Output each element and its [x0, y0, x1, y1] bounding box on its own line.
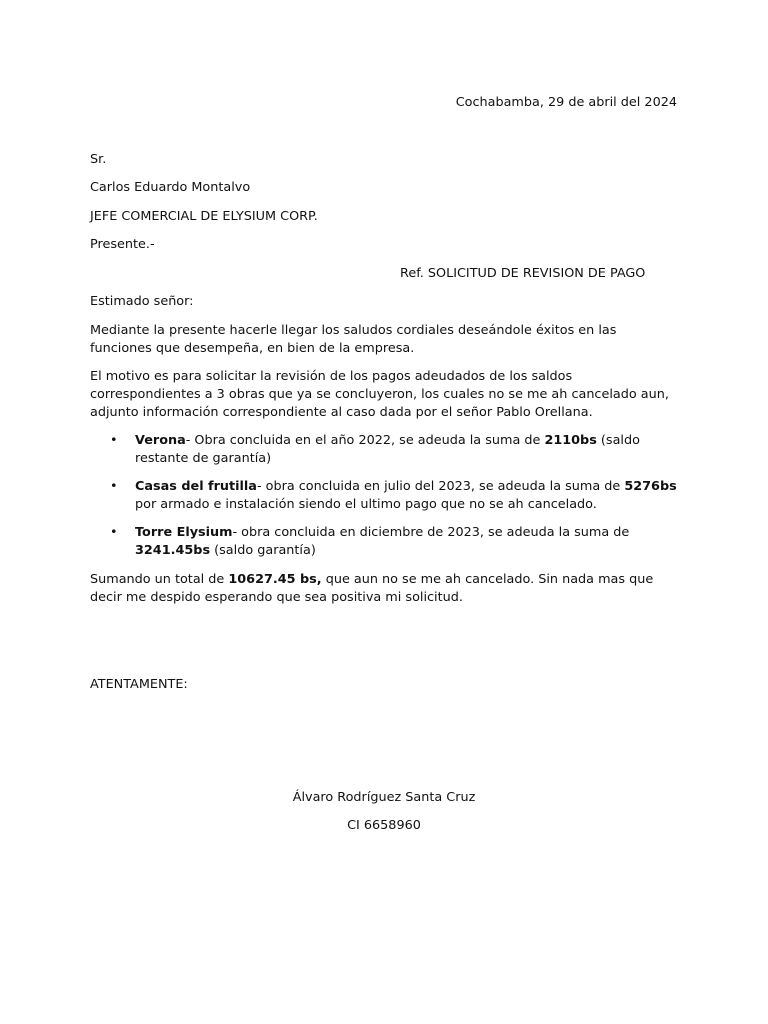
- paragraph-intro: [90, 322, 680, 358]
- presente-line: Presente.-: [90, 237, 155, 252]
- list-item: [90, 524, 680, 560]
- item-text-after: (saldo garantía): [210, 543, 316, 558]
- item-text: - Obra concluida en el año 2022, se adeuda la suma de: [185, 433, 545, 448]
- paragraph-motive: [90, 368, 680, 422]
- recipient-position: JEFE COMERCIAL DE ELYSIUM CORP.: [90, 209, 318, 224]
- item-amount: 2110bs: [544, 433, 597, 448]
- closing-total: 10627.45 bs,: [228, 572, 322, 587]
- list-item: [90, 432, 680, 468]
- bullet-icon: •: [110, 433, 118, 448]
- item-amount: 5276bs: [624, 479, 677, 494]
- item-text-after: por armado e instalación siendo el ultimo pago que no se ah cancelado.: [135, 497, 597, 512]
- salutation-title: Sr.: [90, 152, 107, 167]
- list-item: [90, 478, 680, 514]
- paragraph-motive-text: El motivo es para solicitar la revisión de los pagos adeudados de los saldos correspondientes a 3 obras que ya se concluyeron, los cuales no se me ah cancelado aun, adjunto información correspondiente al caso dada por el señor Pablo Orellana.: [90, 369, 669, 420]
- item-amount: 3241.45bs: [135, 543, 211, 558]
- closing-text-after: que aun no se me ah cancelado. Sin nada mas que decir me despido esperando que sea positiva mi solicitud.: [90, 572, 654, 605]
- paragraph-closing-text: [90, 571, 680, 607]
- item-text: - obra concluida en diciembre de 2023, se adeuda la suma de: [232, 525, 630, 540]
- item-name: Torre Elysium: [135, 525, 233, 540]
- bullet-icon: •: [110, 525, 118, 540]
- reference-line: Ref. SOLICITUD DE REVISION DE PAGO: [400, 266, 646, 281]
- recipient-name: Carlos Eduardo Montalvo: [90, 180, 251, 195]
- paragraph-closing: [90, 571, 680, 607]
- paragraph-intro-text: Mediante la presente hacerle llegar los saludos cordiales deseándole éxitos en las funciones que desempeña, en bien de la empresa.: [90, 323, 617, 356]
- item-text-after: (saldo restante de garantía): [135, 433, 640, 466]
- item-name: Verona: [135, 433, 186, 448]
- sender-name: Álvaro Rodríguez Santa Cruz: [292, 790, 476, 805]
- item-name: Casas del frutilla: [135, 479, 257, 494]
- bullet-icon: •: [110, 479, 118, 494]
- debt-list: [90, 432, 680, 570]
- letter-date: Cochabamba, 29 de abril del 2024: [455, 95, 677, 110]
- greeting: Estimado señor:: [90, 294, 194, 309]
- sign-off: ATENTAMENTE:: [90, 677, 188, 692]
- sender-id: CI 6658960: [347, 818, 421, 833]
- closing-text: Sumando un total de: [90, 572, 229, 587]
- item-text: - obra concluida en julio del 2023, se adeuda la suma de: [256, 479, 625, 494]
